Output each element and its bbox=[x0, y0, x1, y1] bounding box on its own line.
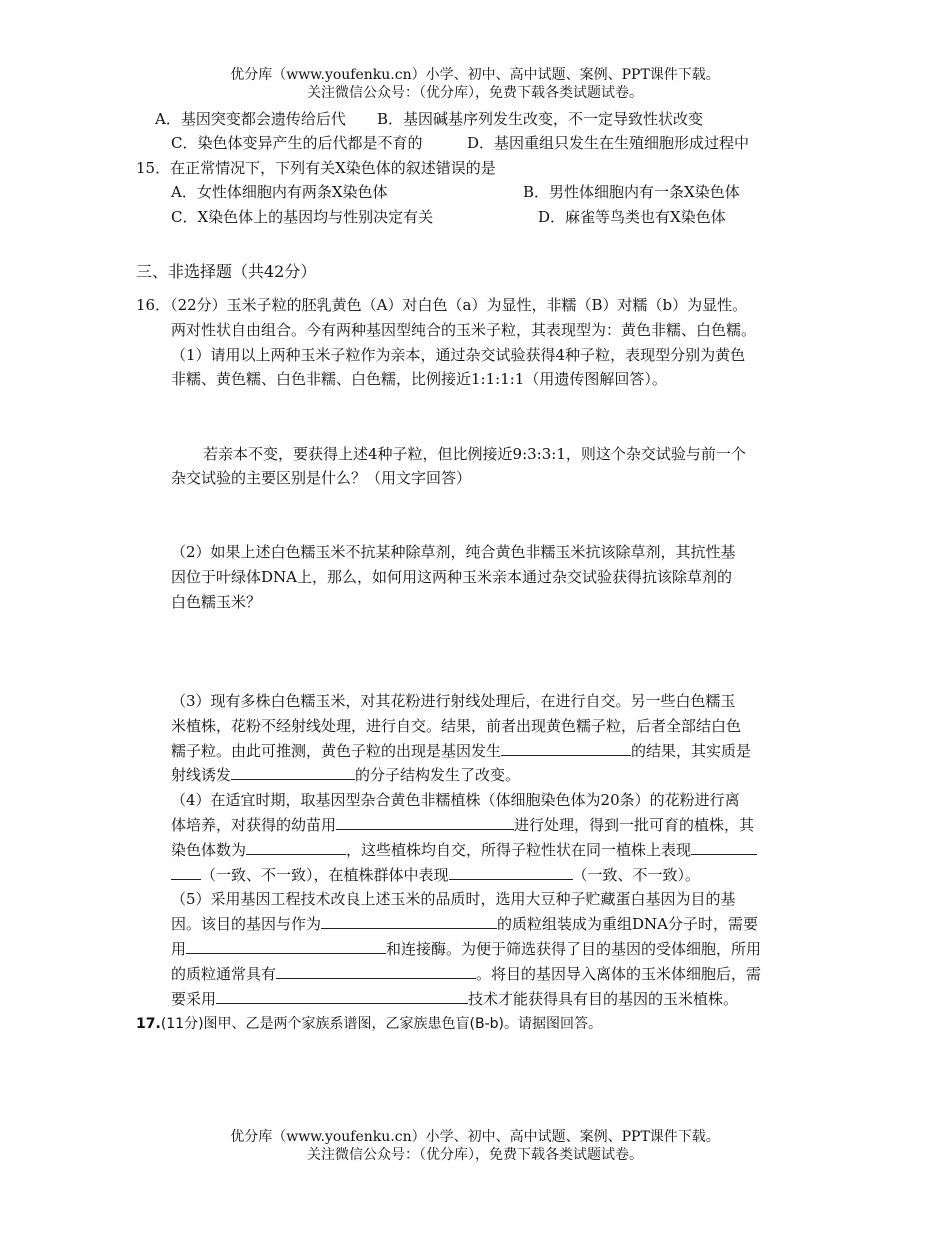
q16-part2-line-2: 因位于叶绿体DNA上，那么，如何用这两种玉米亲本通过杂交试验获得抗该除草剂的 bbox=[171, 568, 732, 586]
header-line-2: 关注微信公众号：（优分库），免费下载各类试题试卷。 bbox=[307, 85, 643, 101]
q16-part3-line-3a: 糯子粒。由此可推测，黄色子粒的出现是基因发生 bbox=[171, 742, 502, 760]
q16-part1-line-1: （1）请用以上两种玉米子粒作为亲本，通过杂交试验获得4种子粒，表现型分别为黄色 bbox=[171, 346, 746, 364]
q16-part3-line-4a: 射线诱发 bbox=[171, 766, 232, 784]
footer-line-1: 优分库（www.youfenku.cn）小学、初中、高中试题、案例、PPT课件下载。 bbox=[230, 1129, 720, 1145]
q17-number: 17. bbox=[136, 1016, 161, 1032]
answer-blank-marker-gene[interactable] bbox=[276, 963, 476, 979]
answer-blank-same-plant-b[interactable] bbox=[171, 864, 201, 880]
q14-option-d: D．基因重组只发生在生殖细胞形成过程中 bbox=[467, 134, 750, 152]
q14-option-c: C．染色体变异产生的后代都是不育的 bbox=[171, 134, 423, 152]
q16-part2-line-1: （2）如果上述白色糯玉米不抗某种除草剂，纯合黄色非糯玉米抗该除草剂，其抗性基 bbox=[171, 543, 736, 561]
q16-part5-line-2a: 因。该目的基因与作为 bbox=[171, 915, 322, 933]
answer-blank-technique[interactable] bbox=[216, 988, 468, 1004]
q16-part2-line-3: 白色糯玉米？ bbox=[171, 593, 262, 611]
page-footer bbox=[0, 1128, 950, 1164]
answer-blank-treatment[interactable] bbox=[336, 814, 514, 830]
q16-part4-line-3b: ，这些植株均自交，所得子粒性状在同一植株上表现 bbox=[346, 841, 692, 859]
q16-part5-line-5a: 要采用 bbox=[171, 990, 217, 1008]
section-3-title: 三、非选择题（共42分） bbox=[136, 262, 317, 281]
answer-blank-enzyme[interactable] bbox=[186, 938, 386, 954]
page-header bbox=[0, 66, 950, 102]
answer-blank-mutation[interactable] bbox=[501, 740, 631, 756]
answer-blank-molecule[interactable] bbox=[231, 764, 355, 780]
q16-stem-line-2: 两对性状自由组合。今有两种基因型纯合的玉米子粒，其表现型为：黄色非糯、白色糯。 bbox=[171, 321, 757, 339]
q16-part5-line-3a: 用 bbox=[171, 940, 187, 958]
q16-part3-line-4b: 的分子结构发生了改变。 bbox=[355, 766, 521, 784]
q16-part5-line-4b: 。将目的基因导入离体的玉米体细胞后，需 bbox=[476, 965, 762, 983]
q16-part1b-line-2: 杂交试验的主要区别是什么？（用文字回答） bbox=[171, 469, 472, 487]
q15-option-a: A．女性体细胞内有两条X染色体 bbox=[171, 183, 388, 201]
q14-option-a: A．基因突变都会遗传给后代 bbox=[155, 110, 346, 128]
q16-part4-line-2a: 体培养，对获得的幼苗用 bbox=[171, 816, 337, 834]
q16-part3-line-1: （3）现有多株白色糯玉米，对其花粉进行射线处理后，在进行自交。另一些白色糯玉 bbox=[171, 692, 736, 710]
q17-text: (11分)图甲、乙是两个家族系谱图，乙家族患色盲(B-b)。请据图回答。 bbox=[160, 1016, 603, 1032]
q16-part4-line-4a: （一致、不一致），在植株群体中表现 bbox=[201, 866, 449, 884]
q16-part5-line-2b: 的质粒组装成为重组DNA分子时，需要 bbox=[497, 915, 759, 933]
q16-part1-line-2: 非糯、黄色糯、白色非糯、白色糯，比例接近1:1:1:1（用遗传图解回答）。 bbox=[171, 370, 667, 388]
header-line-1: 优分库（www.youfenku.cn）小学、初中、高中试题、案例、PPT课件下载。 bbox=[230, 67, 720, 83]
q16-part4-line-2b: 进行处理，得到一批可育的植株，其 bbox=[514, 816, 755, 834]
q16-part5-line-4a: 的质粒通常具有 bbox=[171, 965, 277, 983]
q16-part5-line-3b: 和连接酶。为便于筛选获得了目的基因的受体细胞，所用 bbox=[386, 940, 762, 958]
q16-part4-line-1: （4）在适宜时期，取基因型杂合黄色非糯植株（体细胞染色体为20条）的花粉进行离 bbox=[171, 791, 740, 809]
q14-option-b: B．基因碱基序列发生改变，不一定导致性状改变 bbox=[377, 110, 704, 128]
answer-blank-plasmid-role[interactable] bbox=[321, 913, 497, 929]
q16-stem-line-1: 16．（22分）玉米子粒的胚乳黄色（A）对白色（a）为显性，非糯（B）对糯（b）为显性。 bbox=[136, 296, 748, 314]
q15-option-d: D．麻雀等鸟类也有X染色体 bbox=[538, 208, 726, 226]
q16-part4-line-3a: 染色体数为 bbox=[171, 841, 247, 859]
q15-option-b: B．男性体细胞内有一条X染色体 bbox=[523, 183, 740, 201]
q16-part1b-line-1: 若亲本不变，要获得上述4种子粒，但比例接近9:3:3:1，则这个杂交试验与前一个 bbox=[203, 445, 746, 463]
answer-blank-same-plant-a[interactable] bbox=[691, 839, 757, 855]
answer-blank-population[interactable] bbox=[449, 864, 573, 880]
q16-part3-line-3b: 的结果，其实质是 bbox=[631, 742, 752, 760]
q16-part4-line-4b: （一致、不一致）。 bbox=[572, 866, 701, 884]
answer-blank-chromosome-count[interactable] bbox=[246, 839, 346, 855]
footer-line-2: 关注微信公众号：（优分库），免费下载各类试题试卷。 bbox=[307, 1147, 643, 1163]
q16-part5-line-5b: 技术才能获得具有目的基因的玉米植株。 bbox=[468, 990, 739, 1008]
q16-part5-line-1: （5）采用基因工程技术改良上述玉米的品质时，选用大豆种子贮藏蛋白基因为目的基 bbox=[171, 890, 736, 908]
q16-part3-line-2: 米植株，花粉不经射线处理，进行自交。结果，前者出现黄色糯子粒，后者全部结白色 bbox=[171, 717, 742, 735]
q15-stem: 15．在正常情况下，下列有关X染色体的叙述错误的是 bbox=[136, 159, 496, 177]
question-17 bbox=[136, 1013, 602, 1035]
q15-option-c: C．X染色体上的基因均与性别决定有关 bbox=[171, 208, 434, 226]
